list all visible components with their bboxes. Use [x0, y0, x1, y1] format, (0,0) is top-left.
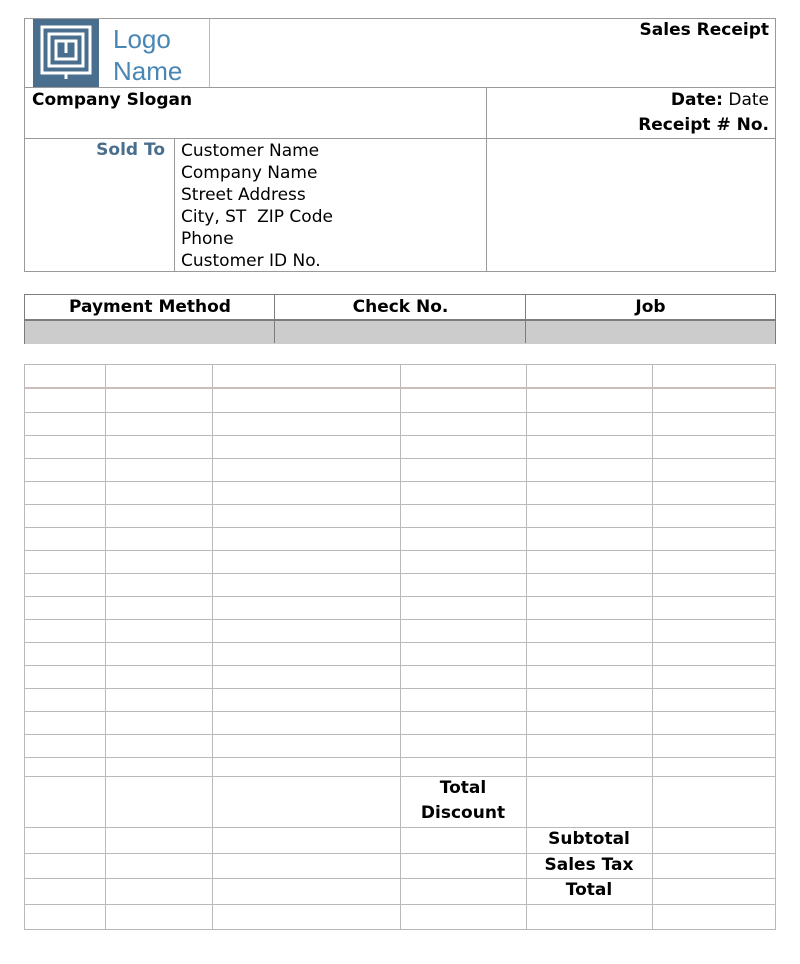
customer-city: City, ST ZIP Code: [181, 207, 333, 227]
grid-row-line: [25, 550, 775, 551]
customer-id: Customer ID No.: [181, 251, 321, 271]
grid-column-line: [105, 365, 106, 929]
logo-name-line-1: Logo: [113, 24, 171, 54]
grid-row-line: [25, 827, 775, 828]
payment-table: [24, 294, 776, 344]
date-value: Date: [728, 90, 769, 110]
grid-row-line: [25, 619, 775, 620]
date-line: [671, 89, 769, 111]
grid-column-line: [652, 365, 653, 929]
receipt-number-line: [638, 114, 769, 136]
grid-row-line: [25, 688, 775, 689]
logo-divider: [209, 19, 210, 87]
grid-row-line: [25, 878, 775, 879]
sales-tax-label: Sales Tax: [544, 855, 634, 875]
grid-row-line: [25, 642, 775, 643]
payment-divider-1: [274, 295, 275, 343]
total-label: Total: [565, 880, 613, 900]
check-number-cell[interactable]: [275, 319, 526, 344]
grid-column-line: [212, 365, 213, 929]
payment-method-cell[interactable]: [25, 319, 275, 344]
customer-street: Street Address: [181, 185, 306, 205]
total-discount-label-line-1: Total: [439, 778, 487, 798]
sold-to-divider: [174, 138, 175, 272]
receipt-value: No.: [736, 115, 769, 135]
grid-row-line: [25, 573, 775, 574]
grid-row-line: [25, 435, 775, 436]
grid-row-line: [25, 481, 775, 482]
job-cell[interactable]: [526, 319, 775, 344]
grid-row-line: [25, 853, 775, 854]
grid-row-line: [25, 904, 775, 905]
sold-to-label: Sold To: [96, 140, 165, 160]
header-divider-1: [25, 87, 775, 88]
company-slogan: Company Slogan: [32, 90, 193, 110]
customer-company: Company Name: [181, 163, 318, 183]
total-discount-label-line-2: Discount: [420, 803, 506, 823]
grid-row-line: [25, 527, 775, 528]
check-number-header: Check No.: [352, 297, 449, 317]
header-divider-2: [25, 138, 775, 139]
document-title: Sales Receipt: [639, 20, 769, 40]
line-items-grid: [24, 364, 776, 930]
grid-row-line: [25, 757, 775, 758]
subtotal-label: Subtotal: [548, 829, 630, 849]
header-divider-vertical: [486, 87, 487, 272]
receipt-label: Receipt #: [638, 115, 731, 135]
grid-row-line: [25, 665, 775, 666]
payment-divider-2: [525, 295, 526, 343]
grid-row-line: [25, 504, 775, 505]
job-header: Job: [635, 297, 666, 317]
customer-name: Customer Name: [181, 141, 320, 161]
grid-row-line: [25, 387, 775, 389]
grid-row-line: [25, 711, 775, 712]
grid-row-line: [25, 596, 775, 597]
grid-row-line: [25, 734, 775, 735]
logo-icon: [33, 19, 99, 87]
receipt-header: [24, 18, 776, 272]
grid-row-line: [25, 458, 775, 459]
grid-column-line: [400, 365, 401, 929]
customer-phone: Phone: [181, 229, 234, 249]
grid-row-line: [25, 412, 775, 413]
logo-name-line-2: Name: [113, 56, 183, 86]
date-label: Date:: [670, 90, 723, 110]
payment-method-header: Payment Method: [69, 297, 231, 317]
